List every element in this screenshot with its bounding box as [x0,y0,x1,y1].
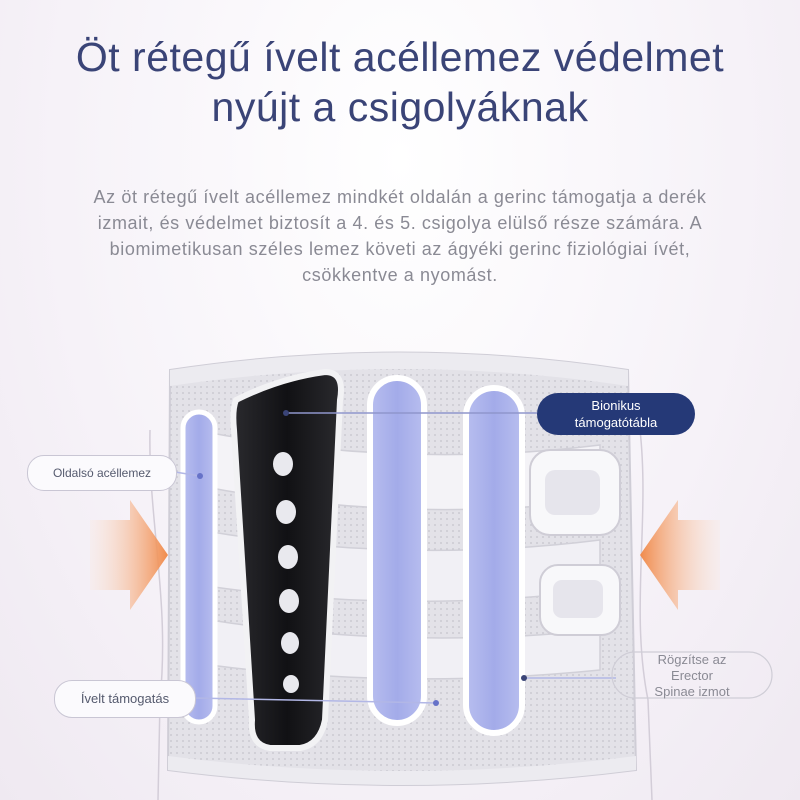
body-outline-right [640,430,652,800]
erector-label-line-2: Erector [671,668,713,683]
headline-line-2: nyújt a csigolyáknak [211,84,589,130]
description-line-3: biomimetikusan széles lemez követi az ágyéki gerinc fiziológiai ívét, [109,239,691,259]
bionic-label-line-2: támogatótábla [574,415,658,430]
steel-plate-3 [466,388,522,733]
steel-plate-2 [370,378,424,723]
erector-label-line-3: Spinae izmot [654,684,730,699]
curved-support-label: Ívelt támogatás [54,680,196,718]
erector-label-line-1: Rögzítse az [657,652,727,667]
headline-line-1: Öt rétegű ívelt acéllemez védelmet [75,34,725,80]
bionic-support-board-label [537,393,695,435]
erector-spinae-label [616,652,768,699]
left-arrow-icon [90,500,168,610]
side-steel-plate-label: Oldalsó acéllemez [27,455,177,491]
side-steel-plate [183,412,215,722]
description-line-1: Az öt rétegű ívelt acéllemez mindkét oldalán a gerinc támogatja a derék [93,187,707,207]
right-arrow-icon [640,500,720,610]
description-line-4: csökkentve a nyomást. [302,265,498,285]
description-line-2: izmait, és védelmet biztosít a 4. és 5. csigolya elülső része számára. A [97,213,703,233]
bionic-label-line-1: Bionikus [591,398,641,413]
